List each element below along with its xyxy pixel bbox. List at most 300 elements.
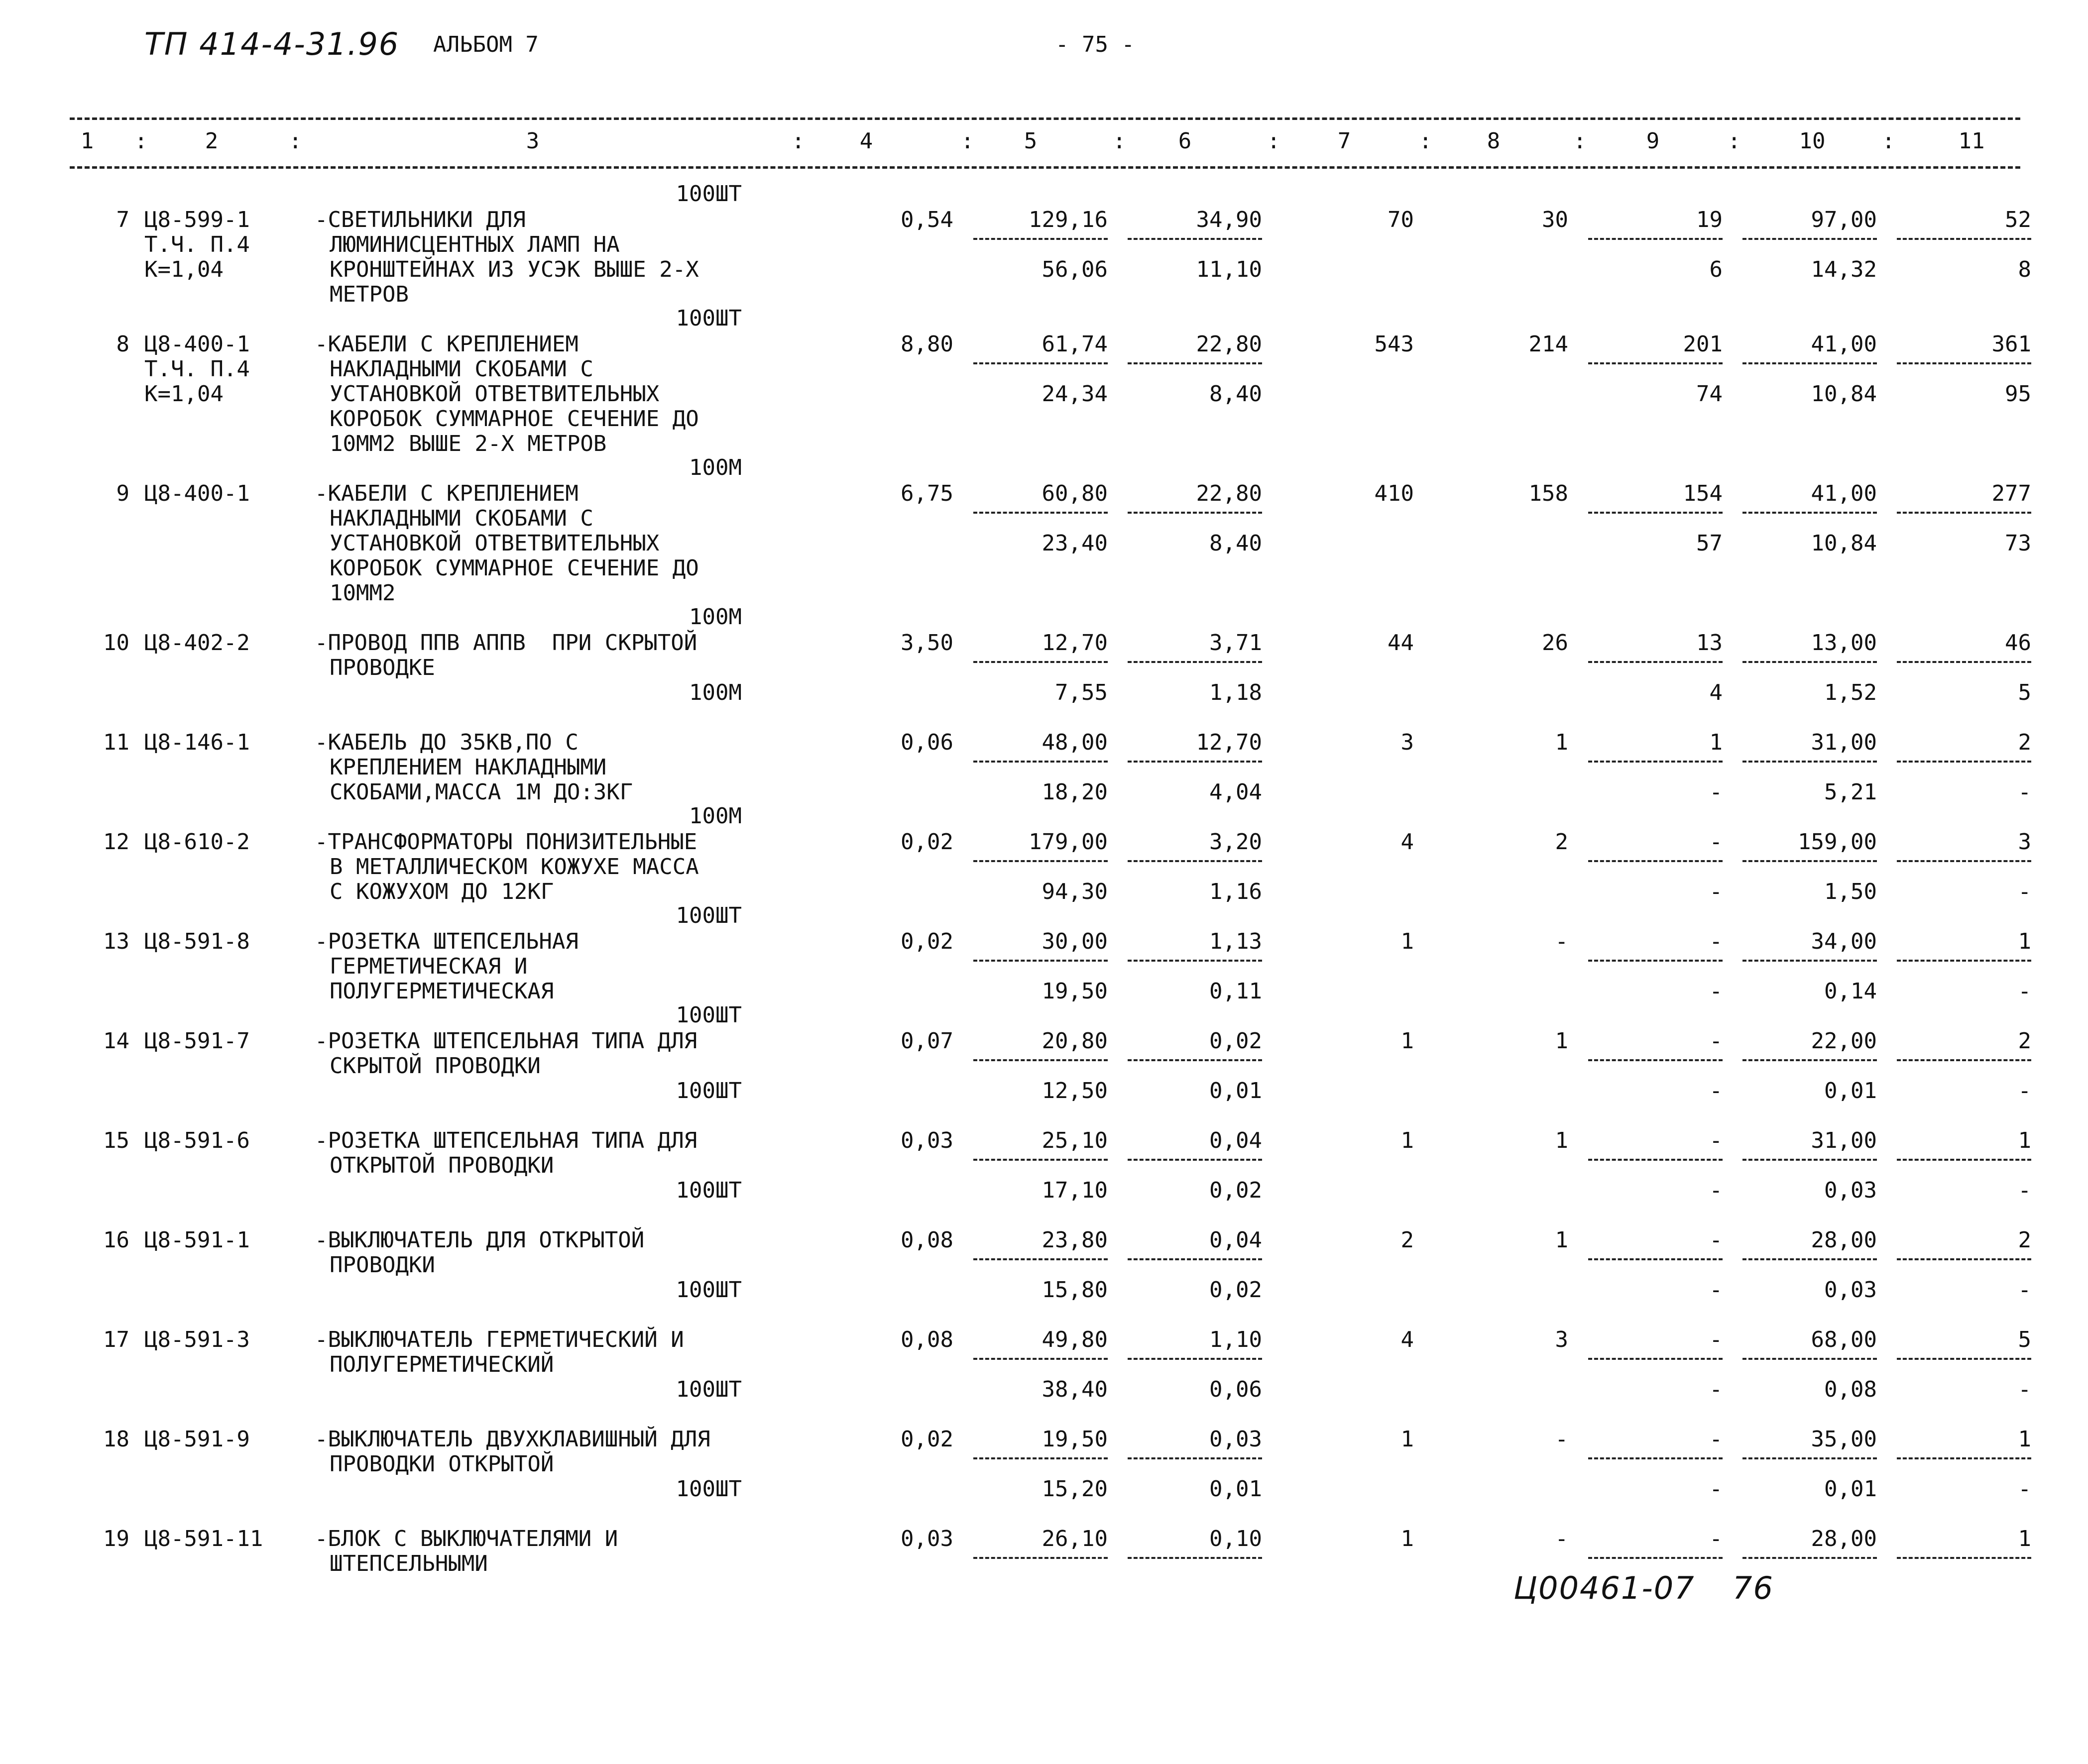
cell-c11-top: 3 — [2018, 829, 2031, 855]
row-code: Ц8-591-7 — [144, 1028, 250, 1054]
cell-c10-bottom: 10,84 — [1811, 381, 1877, 407]
cell-c9-top: 154 — [1683, 481, 1723, 506]
fraction-rule — [1128, 1358, 1262, 1360]
cell-col7: 4 — [1400, 1327, 1414, 1352]
cell-col4: 3,50 — [901, 630, 953, 656]
cell-c9-top: 201 — [1683, 331, 1723, 357]
cell-c6-bottom: 0,11 — [1209, 979, 1262, 1004]
cell-c11-top: 1 — [2018, 1526, 2031, 1551]
fraction-rule — [1897, 1159, 2031, 1161]
cell-c10-bottom: 14,32 — [1811, 257, 1877, 282]
column-separator: : — [792, 128, 805, 154]
cell-c9-top: 19 — [1696, 207, 1723, 232]
fraction-rule — [1128, 761, 1262, 763]
cell-c5-top: 12,70 — [1042, 630, 1108, 656]
row-description: 10ММ2 — [330, 580, 396, 606]
cell-c5-top: 61,74 — [1042, 331, 1108, 357]
fraction-rule — [1742, 512, 1877, 514]
cell-col4: 0,02 — [901, 829, 953, 855]
cell-c11-bottom: - — [2018, 779, 2031, 805]
cell-c10-top: 13,00 — [1811, 630, 1877, 656]
cell-c10-bottom: 0,08 — [1824, 1377, 1877, 1402]
cell-c6-top: 0,10 — [1209, 1526, 1262, 1551]
column-header-9: 9 — [1646, 128, 1660, 154]
cell-col7: 44 — [1388, 630, 1414, 656]
column-header-4: 4 — [859, 128, 873, 154]
fraction-rule — [1588, 1557, 1723, 1559]
cell-c6-top: 3,71 — [1209, 630, 1262, 656]
cell-c10-top: 159,00 — [1798, 829, 1877, 855]
cell-c11-bottom: - — [2018, 1178, 2031, 1203]
cell-c11-top: 361 — [1991, 331, 2031, 357]
fraction-rule — [1742, 761, 1877, 763]
row-number: 19 — [103, 1526, 129, 1551]
fraction-rule — [1128, 238, 1262, 240]
row-description: ПОЛУГЕРМЕТИЧЕСКАЯ — [330, 979, 554, 1004]
fraction-rule — [1897, 1258, 2031, 1260]
fraction-rule — [1897, 1557, 2031, 1559]
cell-col4: 0,03 — [901, 1128, 953, 1153]
cell-c11-top: 2 — [2018, 1028, 2031, 1054]
unit-label: 100М — [689, 803, 742, 829]
cell-col8: - — [1555, 1427, 1568, 1452]
cell-c6-top: 34,90 — [1196, 207, 1262, 232]
cell-c10-top: 28,00 — [1811, 1526, 1877, 1551]
cell-c11-bottom: 95 — [2005, 381, 2031, 407]
fraction-rule — [1588, 1159, 1723, 1161]
cell-col8: - — [1555, 1526, 1568, 1551]
row-number: 14 — [103, 1028, 129, 1054]
row-description: СКРЫТОЙ ПРОВОДКИ — [330, 1053, 541, 1079]
column-header-6: 6 — [1178, 128, 1192, 154]
row-description: НАКЛАДНЫМИ СКОБАМИ С — [330, 506, 593, 531]
row-description: СКОБАМИ,МАССА 1М ДО:3КГ — [330, 779, 633, 805]
cell-c5-bottom: 56,06 — [1042, 257, 1108, 282]
row-code: Ц8-599-1 — [144, 207, 250, 232]
table-header-rule — [70, 166, 2020, 169]
cell-c5-top: 25,10 — [1042, 1128, 1108, 1153]
fraction-rule — [1742, 1557, 1877, 1559]
fraction-rule — [1128, 1457, 1262, 1459]
cell-c9-top: - — [1709, 1327, 1723, 1352]
row-number: 8 — [116, 331, 129, 357]
cell-c9-bottom: 74 — [1696, 381, 1723, 407]
cell-c11-bottom: - — [2018, 1377, 2031, 1402]
cell-c11-top: 277 — [1991, 481, 2031, 506]
cell-c9-top: - — [1709, 1128, 1723, 1153]
unit-label: 100ШТ — [676, 1002, 742, 1028]
unit-label: 100ШТ — [676, 181, 742, 207]
cell-col8: 1 — [1555, 1128, 1568, 1153]
cell-c6-bottom: 8,40 — [1209, 381, 1262, 407]
cell-c9-bottom: 57 — [1696, 531, 1723, 556]
cell-c9-top: 13 — [1696, 630, 1723, 656]
unit-label: 100М — [689, 455, 742, 480]
cell-c11-bottom: 8 — [2018, 257, 2031, 282]
row-description: -ВЫКЛЮЧАТЕЛЬ ДЛЯ ОТКРЫТОЙ — [315, 1227, 645, 1253]
cell-c11-top: 52 — [2005, 207, 2031, 232]
row-code: Ц8-591-11 — [144, 1526, 263, 1551]
cell-c6-bottom: 0,02 — [1209, 1178, 1262, 1203]
row-number: 16 — [103, 1227, 129, 1253]
cell-c11-bottom: 73 — [2005, 531, 2031, 556]
row-code: Ц8-146-1 — [144, 730, 250, 755]
row-code: Ц8-610-2 — [144, 829, 250, 855]
row-description: УСТАНОВКОЙ ОТВЕТВИТЕЛЬНЫХ — [330, 381, 660, 407]
fraction-rule — [1588, 1457, 1723, 1459]
cell-c6-bottom: 11,10 — [1196, 257, 1262, 282]
cell-c9-bottom: - — [1709, 1178, 1723, 1203]
row-description: ОТКРЫТОЙ ПРОВОДКИ — [330, 1153, 554, 1178]
fraction-rule — [1742, 238, 1877, 240]
cell-c11-bottom: - — [2018, 1078, 2031, 1103]
row-description: -РОЗЕТКА ШТЕПСЕЛЬНАЯ ТИПА ДЛЯ — [315, 1028, 697, 1054]
cell-c5-top: 48,00 — [1042, 730, 1108, 755]
fraction-rule — [1897, 512, 2031, 514]
row-code: Ц8-400-1 — [144, 481, 250, 506]
fraction-rule — [1128, 1159, 1262, 1161]
cell-col8: 1 — [1555, 1227, 1568, 1253]
cell-c6-bottom: 0,02 — [1209, 1277, 1262, 1303]
unit-label: 100ШТ — [676, 903, 742, 928]
fraction-rule — [1588, 362, 1723, 364]
cell-c5-bottom: 24,34 — [1042, 381, 1108, 407]
fraction-rule — [973, 1557, 1108, 1559]
cell-col4: 0,02 — [901, 1427, 953, 1452]
cell-col7: 543 — [1374, 331, 1414, 357]
cell-c9-top: - — [1709, 1227, 1723, 1253]
cell-c5-top: 26,10 — [1042, 1526, 1108, 1551]
cell-c11-bottom: - — [2018, 1476, 2031, 1502]
fraction-rule — [1897, 362, 2031, 364]
page-number: - 75 - — [1055, 32, 1135, 57]
fraction-rule — [1742, 661, 1877, 663]
fraction-rule — [1128, 1059, 1262, 1061]
cell-c5-top: 49,80 — [1042, 1327, 1108, 1352]
cell-col4: 0,03 — [901, 1526, 953, 1551]
cell-col8: 30 — [1542, 207, 1568, 232]
cell-col7: 1 — [1400, 1526, 1414, 1551]
cell-c9-bottom: 6 — [1709, 257, 1723, 282]
cell-c10-top: 34,00 — [1811, 929, 1877, 954]
cell-c6-top: 12,70 — [1196, 730, 1262, 755]
row-description: -СВЕТИЛЬНИКИ ДЛЯ — [315, 207, 526, 232]
cell-c10-top: 41,00 — [1811, 331, 1877, 357]
fraction-rule — [1588, 512, 1723, 514]
unit-label: 100ШТ — [676, 1377, 742, 1402]
fraction-rule — [1588, 860, 1723, 862]
fraction-rule — [1128, 512, 1262, 514]
cell-c6-top: 0,02 — [1209, 1028, 1262, 1054]
row-description: -БЛОК С ВЫКЛЮЧАТЕЛЯМИ И — [315, 1526, 618, 1551]
row-description: ЛЮМИНИСЦЕНТНЫХ ЛАМП НА — [330, 232, 620, 257]
row-code: Т.Ч. П.4 — [144, 232, 250, 257]
column-separator: : — [1267, 128, 1280, 154]
unit-label: 100ШТ — [676, 1277, 742, 1303]
column-header-8: 8 — [1487, 128, 1501, 154]
fraction-rule — [973, 960, 1108, 962]
row-description: -КАБЕЛИ С КРЕПЛЕНИЕМ — [315, 481, 579, 506]
row-number: 11 — [103, 730, 129, 755]
cell-c6-bottom: 0,06 — [1209, 1377, 1262, 1402]
row-description: МЕТРОВ — [330, 282, 409, 307]
row-description: ПРОВОДКИ ОТКРЫТОЙ — [330, 1451, 554, 1477]
cell-col7: 1 — [1400, 1128, 1414, 1153]
cell-c9-bottom: - — [1709, 779, 1723, 805]
cell-col7: 2 — [1400, 1227, 1414, 1253]
row-code: Ц8-591-1 — [144, 1227, 250, 1253]
fraction-rule — [973, 1258, 1108, 1260]
column-header-3: 3 — [526, 128, 540, 154]
cell-col4: 0,06 — [901, 730, 953, 755]
fraction-rule — [1588, 238, 1723, 240]
cell-c6-top: 22,80 — [1196, 481, 1262, 506]
cell-col7: 410 — [1374, 481, 1414, 506]
cell-c10-top: 31,00 — [1811, 730, 1877, 755]
cell-c11-bottom: - — [2018, 879, 2031, 904]
cell-col8: 3 — [1555, 1327, 1568, 1352]
unit-label: 100ШТ — [676, 306, 742, 331]
fraction-rule — [973, 761, 1108, 763]
cell-c10-top: 22,00 — [1811, 1028, 1877, 1054]
cell-c5-top: 129,16 — [1029, 207, 1108, 232]
row-description: В МЕТАЛЛИЧЕСКОМ КОЖУХЕ МАССА — [330, 854, 699, 880]
cell-col4: 0,08 — [901, 1327, 953, 1352]
row-description: -РОЗЕТКА ШТЕПСЕЛЬНАЯ — [315, 929, 579, 954]
cell-c6-top: 1,13 — [1209, 929, 1262, 954]
cell-c10-bottom: 10,84 — [1811, 531, 1877, 556]
cell-c6-top: 0,03 — [1209, 1427, 1262, 1452]
cell-col8: 26 — [1542, 630, 1568, 656]
cell-c9-top: - — [1709, 1427, 1723, 1452]
row-description: -ПРОВОД ППВ АППВ ПРИ СКРЫТОЙ — [315, 630, 697, 656]
unit-label: 100ШТ — [676, 1178, 742, 1203]
cell-c9-bottom: - — [1709, 1476, 1723, 1502]
row-description: НАКЛАДНЫМИ СКОБАМИ С — [330, 356, 593, 382]
cell-c5-top: 30,00 — [1042, 929, 1108, 954]
cell-c11-top: 46 — [2005, 630, 2031, 656]
fraction-rule — [973, 860, 1108, 862]
cell-c11-bottom: 5 — [2018, 680, 2031, 705]
row-description: ПРОВОДКЕ — [330, 655, 435, 680]
fraction-rule — [973, 1358, 1108, 1360]
cell-c6-bottom: 0,01 — [1209, 1078, 1262, 1103]
column-header-7: 7 — [1337, 128, 1351, 154]
fraction-rule — [973, 1059, 1108, 1061]
cell-c9-bottom: - — [1709, 979, 1723, 1004]
row-description: 10ММ2 ВЫШЕ 2-Х МЕТРОВ — [330, 431, 607, 456]
fraction-rule — [973, 661, 1108, 663]
cell-c10-bottom: 0,01 — [1824, 1078, 1877, 1103]
unit-label: 100ШТ — [676, 1078, 742, 1103]
cell-col4: 6,75 — [901, 481, 953, 506]
cell-col7: 1 — [1400, 1028, 1414, 1054]
row-description: -ТРАНСФОРМАТОРЫ ПОНИЗИТЕЛЬНЫЕ — [315, 829, 697, 855]
cell-c6-top: 1,10 — [1209, 1327, 1262, 1352]
row-number: 7 — [116, 207, 129, 232]
cell-c11-bottom: - — [2018, 979, 2031, 1004]
cell-c6-top: 0,04 — [1209, 1128, 1262, 1153]
cell-c9-bottom: - — [1709, 879, 1723, 904]
cell-col8: 158 — [1528, 481, 1568, 506]
row-description: -ВЫКЛЮЧАТЕЛЬ ДВУХКЛАВИШНЫЙ ДЛЯ — [315, 1427, 710, 1452]
unit-label: 100М — [689, 604, 742, 630]
cell-c6-bottom: 1,16 — [1209, 879, 1262, 904]
cell-c10-bottom: 1,52 — [1824, 680, 1877, 705]
row-code: Ц8-591-6 — [144, 1128, 250, 1153]
table-top-rule — [70, 117, 2020, 120]
row-number: 17 — [103, 1327, 129, 1352]
fraction-rule — [1588, 1258, 1723, 1260]
row-code: Ц8-591-8 — [144, 929, 250, 954]
cell-col4: 8,80 — [901, 331, 953, 357]
column-separator: : — [1573, 128, 1587, 154]
cell-c9-top: - — [1709, 929, 1723, 954]
row-code: Т.Ч. П.4 — [144, 356, 250, 382]
fraction-rule — [1128, 1557, 1262, 1559]
cell-col7: 70 — [1388, 207, 1414, 232]
cell-c10-top: 41,00 — [1811, 481, 1877, 506]
fraction-rule — [1742, 1159, 1877, 1161]
cell-c11-top: 2 — [2018, 730, 2031, 755]
row-code: Ц8-402-2 — [144, 630, 250, 656]
column-separator: : — [289, 128, 302, 154]
cell-c5-bottom: 15,20 — [1042, 1476, 1108, 1502]
cell-col7: 4 — [1400, 829, 1414, 855]
column-header-2: 2 — [205, 128, 219, 154]
column-separator: : — [1113, 128, 1126, 154]
column-separator: : — [961, 128, 974, 154]
cell-col8: - — [1555, 929, 1568, 954]
fraction-rule — [1897, 761, 2031, 763]
cell-c5-bottom: 15,80 — [1042, 1277, 1108, 1303]
column-separator: : — [1882, 128, 1895, 154]
cell-c6-bottom: 0,01 — [1209, 1476, 1262, 1502]
cell-c5-top: 19,50 — [1042, 1427, 1108, 1452]
cell-c11-top: 2 — [2018, 1227, 2031, 1253]
cell-c11-bottom: - — [2018, 1277, 2031, 1303]
cell-c10-bottom: 1,50 — [1824, 879, 1877, 904]
fraction-rule — [973, 1457, 1108, 1459]
cell-col4: 0,07 — [901, 1028, 953, 1054]
cell-c10-top: 68,00 — [1811, 1327, 1877, 1352]
fraction-rule — [973, 362, 1108, 364]
fraction-rule — [1897, 860, 2031, 862]
fraction-rule — [1588, 761, 1723, 763]
column-header-11: 11 — [1958, 128, 1985, 154]
cell-c10-top: 35,00 — [1811, 1427, 1877, 1452]
cell-c6-top: 22,80 — [1196, 331, 1262, 357]
cell-c9-top: - — [1709, 1526, 1723, 1551]
cell-c10-bottom: 0,03 — [1824, 1277, 1877, 1303]
row-description: ШТЕПСЕЛЬНЫМИ — [330, 1551, 488, 1576]
cell-col8: 1 — [1555, 730, 1568, 755]
cell-c10-bottom: 5,21 — [1824, 779, 1877, 805]
cell-c5-bottom: 7,55 — [1055, 680, 1108, 705]
fraction-rule — [1897, 661, 2031, 663]
cell-c9-top: - — [1709, 829, 1723, 855]
cell-col7: 3 — [1400, 730, 1414, 755]
cell-c9-bottom: - — [1709, 1377, 1723, 1402]
cell-c11-top: 1 — [2018, 1128, 2031, 1153]
cell-c5-bottom: 94,30 — [1042, 879, 1108, 904]
fraction-rule — [1897, 238, 2031, 240]
fraction-rule — [1128, 1258, 1262, 1260]
fraction-rule — [1897, 1457, 2031, 1459]
cell-c11-top: 5 — [2018, 1327, 2031, 1352]
row-description: -КАБЕЛИ С КРЕПЛЕНИЕМ — [315, 331, 579, 357]
column-header-5: 5 — [1024, 128, 1038, 154]
row-code: К=1,04 — [144, 381, 224, 407]
row-description: ГЕРМЕТИЧЕСКАЯ И — [330, 954, 528, 979]
cell-c6-top: 3,20 — [1209, 829, 1262, 855]
row-code: К=1,04 — [144, 257, 224, 282]
row-description: КОРОБОК СУММАРНОЕ СЕЧЕНИЕ ДО — [330, 555, 699, 581]
row-description: КРОНШТЕЙНАХ ИЗ УСЭК ВЫШЕ 2-Х — [330, 257, 699, 282]
cell-c10-top: 31,00 — [1811, 1128, 1877, 1153]
cell-c5-bottom: 19,50 — [1042, 979, 1108, 1004]
fraction-rule — [973, 512, 1108, 514]
fraction-rule — [1742, 960, 1877, 962]
row-description: -КАБЕЛЬ ДО 35КВ,ПО С — [315, 730, 579, 755]
cell-c5-bottom: 17,10 — [1042, 1178, 1108, 1203]
fraction-rule — [1742, 1258, 1877, 1260]
row-description: С КОЖУХОМ ДО 12КГ — [330, 879, 554, 904]
fraction-rule — [973, 1159, 1108, 1161]
fraction-rule — [1128, 960, 1262, 962]
cell-c11-top: 1 — [2018, 929, 2031, 954]
cell-c5-bottom: 18,20 — [1042, 779, 1108, 805]
row-description: -ВЫКЛЮЧАТЕЛЬ ГЕРМЕТИЧЕСКИЙ И — [315, 1327, 684, 1352]
column-separator: : — [134, 128, 148, 154]
row-number: 10 — [103, 630, 129, 656]
cell-col4: 0,54 — [901, 207, 953, 232]
fraction-rule — [1742, 1358, 1877, 1360]
cell-c5-bottom: 38,40 — [1042, 1377, 1108, 1402]
fraction-rule — [1742, 362, 1877, 364]
row-number: 12 — [103, 829, 129, 855]
cell-c5-top: 179,00 — [1029, 829, 1108, 855]
row-number: 9 — [116, 481, 129, 506]
cell-c5-top: 60,80 — [1042, 481, 1108, 506]
column-header-10: 10 — [1799, 128, 1826, 154]
cell-c6-bottom: 4,04 — [1209, 779, 1262, 805]
cell-c9-bottom: 4 — [1709, 680, 1723, 705]
fraction-rule — [1588, 1358, 1723, 1360]
row-description: КОРОБОК СУММАРНОЕ СЕЧЕНИЕ ДО — [330, 406, 699, 432]
cell-col4: 0,02 — [901, 929, 953, 954]
cell-c5-bottom: 12,50 — [1042, 1078, 1108, 1103]
cell-c9-bottom: - — [1709, 1078, 1723, 1103]
fraction-rule — [1897, 960, 2031, 962]
fraction-rule — [1128, 860, 1262, 862]
fraction-rule — [1742, 1059, 1877, 1061]
cell-c5-top: 23,80 — [1042, 1227, 1108, 1253]
cell-c9-bottom: - — [1709, 1277, 1723, 1303]
cell-c6-bottom: 8,40 — [1209, 531, 1262, 556]
album-label: АЛЬБОМ 7 — [433, 32, 539, 57]
unit-label: 100ШТ — [676, 1476, 742, 1502]
row-number: 15 — [103, 1128, 129, 1153]
row-number: 18 — [103, 1427, 129, 1452]
cell-col7: 1 — [1400, 1427, 1414, 1452]
column-header-1: 1 — [80, 128, 94, 154]
fraction-rule — [973, 238, 1108, 240]
fraction-rule — [1588, 1059, 1723, 1061]
row-description: -РОЗЕТКА ШТЕПСЕЛЬНАЯ ТИПА ДЛЯ — [315, 1128, 697, 1153]
cell-c10-top: 28,00 — [1811, 1227, 1877, 1253]
cell-c9-top: - — [1709, 1028, 1723, 1054]
